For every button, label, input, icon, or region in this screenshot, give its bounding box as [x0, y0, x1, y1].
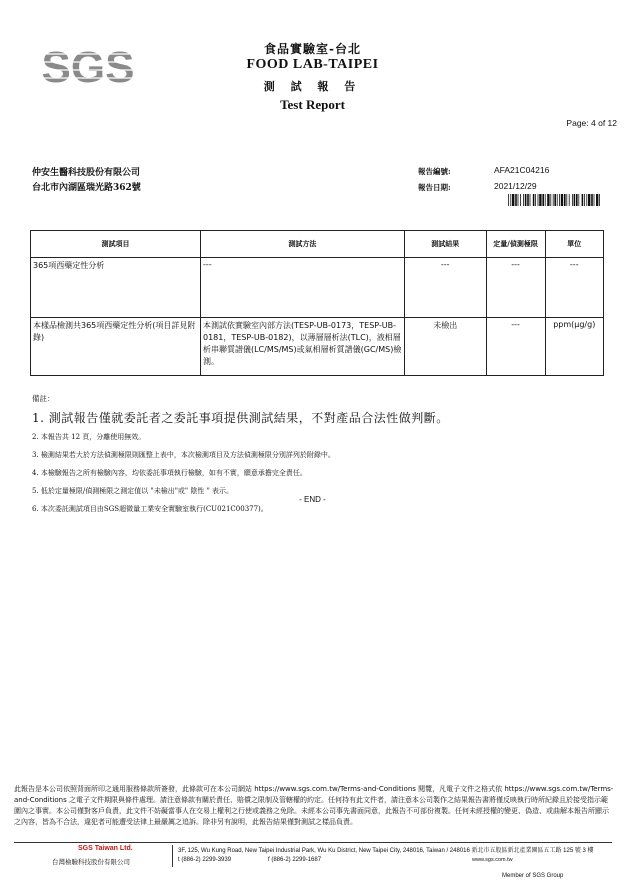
table-row	[31, 318, 604, 376]
table-header-row	[31, 231, 604, 258]
row-unit: ---	[545, 258, 603, 318]
row-item: 本樣品檢測共365項西藥定性分析(項目詳見附錄)	[31, 318, 201, 376]
report-title-zh: 測 試 報 告	[263, 80, 362, 93]
svg-text:SGS: SGS	[41, 43, 135, 90]
end-marker: - END -	[299, 495, 326, 504]
note-item: 1. 測試報告僅就委託者之委託事項提供測試結果，不對產品合法性做判斷。	[32, 411, 449, 425]
note-item: 2. 本報告共 12 頁，分離使用無效。	[32, 433, 146, 441]
footer-separator	[172, 845, 173, 867]
row-result: 未檢出	[404, 318, 486, 376]
results-table	[30, 230, 604, 376]
row-limit: ---	[486, 318, 545, 376]
company-name-en: SGS Taiwan Ltd.	[78, 845, 133, 852]
header-unit: 單位	[545, 231, 603, 258]
report-number-value: AFA21C04216	[494, 165, 550, 175]
client-address: 台北市內湖區瑞光路362號	[32, 183, 141, 193]
note-item: 3. 檢測結果若大於方法偵測極限則匯整上表中，本次檢測項目及方法偵測極限分別詳列於附錄中。	[32, 451, 335, 459]
report-date-value: 2021/12/29	[494, 181, 537, 191]
header-test-item: 測試項目	[31, 231, 201, 258]
member-of-group: Member of SGS Group	[502, 873, 564, 879]
row-method: 本測試依實驗室內部方法(TESP-UB-0173，TESP-UB-0181，TESP-UB-0182)，以薄層層析法(TLC)，液相層析串聯質譜儀(LC/MS/MS)或氣相層析質譜儀(GC/MS)檢測。	[200, 318, 404, 376]
company-name-zh: 台灣檢驗科技股份有限公司	[52, 858, 130, 866]
lab-title-zh: 食品實驗室-台北	[264, 42, 361, 56]
table-row	[31, 258, 604, 318]
company-website: www.sgs.com.tw	[472, 857, 513, 863]
header-test-method: 測試方法	[200, 231, 404, 258]
note-item: 4. 本檢驗報告之所有檢驗內容，均依委託事項執行檢驗，如有不實，願意承擔完全責任。	[32, 469, 307, 477]
company-tel: t (886-2) 2299-3939	[178, 857, 232, 863]
lab-title-en: FOOD LAB-TAIPEI	[246, 57, 379, 72]
disclaimer: 此報告是本公司依照背面所印之通用服務條款所簽發，此條款可在本公司網站 https://www.sgs.com.tw/Terms-and-Conditions 閱覽，凡電子文件之格式依 https://www.sgs.com.tw/Terms-and-Conditions 之電子文件期限與條件處理。請注意條款有關於責任、賠償之限制及管轄權的約定。任何持有此文件者，請注意本公司製作之結果報告書將僅反映執行時所紀錄且於接受指示範圍內之事實。本公司僅對客戶負責，此文件不妨礙當事人在交易上權利之行使或義務之免除。未經本公司事先書面同意，此報告不可部份複製。任何未經授權的變更、偽造、或曲解本報告所顯示之內容，皆為不合法，違犯者可能遭受法律上最嚴厲之追訴。除非另有說明，此報告結果僅對測試之樣品負責。	[14, 785, 614, 826]
row-item: 365項西藥定性分析	[31, 258, 201, 318]
header-limit: 定量/偵測極限	[486, 231, 545, 258]
notes-title: 備註：	[32, 394, 55, 403]
page-number: Page: 4 of 12	[566, 118, 617, 128]
report-title-en: Test Report	[280, 97, 345, 112]
row-limit: ---	[486, 258, 545, 318]
company-fax: f (886-2) 2299-1687	[268, 857, 322, 863]
barcode	[508, 194, 600, 206]
row-result: ---	[404, 258, 486, 318]
footer-divider	[14, 842, 612, 843]
header-test-result: 測試結果	[404, 231, 486, 258]
report-date-label: 報告日期:	[418, 183, 451, 192]
note-item: 6. 本次委託測試項目由SGS超微量工業安全實驗室執行(CU021C00377)。	[32, 505, 268, 513]
client-name: 仲安生醫科技股份有限公司	[32, 168, 141, 178]
report-number-label: 報告編號:	[418, 167, 451, 176]
row-method: ---	[200, 258, 404, 318]
row-unit: ppm(μg/g)	[545, 318, 603, 376]
note-item: 5. 低於定量極限/偵測極限之測定值以 "未檢出"或" 陰性 " 表示。	[32, 487, 234, 495]
company-address: 3F, 125, Wu Kung Road, New Taipei Industrial Park, Wu Ku District, New Taipei City, 248016, Taiwan / 248016 新北市五股區新北產業園區五工路 125 號 3 樓	[178, 848, 594, 854]
